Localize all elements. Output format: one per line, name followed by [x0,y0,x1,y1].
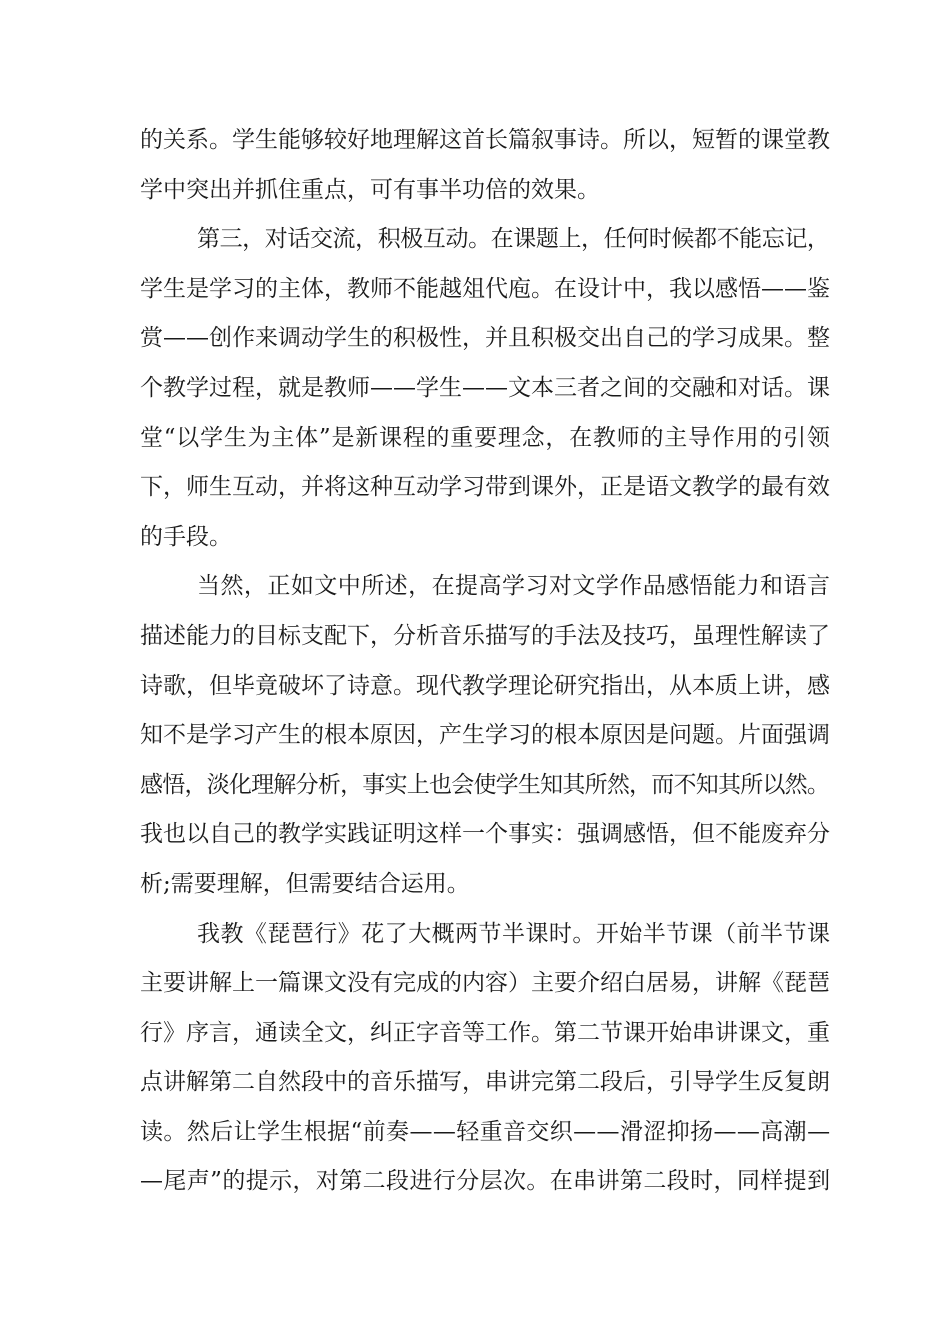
text-line: 我也以自己的教学实践证明这样一个事实：强调感悟，但不能废弃分 [140,821,830,848]
text-line: 点讲解第二自然段中的音乐描写，串讲完第二段后，引导学生反复朗 [140,1069,830,1096]
text-line: 行》序言，通读全文，纠正字音等工作。第二节课开始串讲课文，重 [140,1019,830,1046]
text-line: 描述能力的目标支配下，分析音乐描写的手法及技巧，虽理性解读了 [140,622,830,649]
paragraph-first-line: 我教《琵琶行》花了大概两节半课时。开始半节课（前半节课 [197,920,831,947]
paragraph-first-line: 第三，对话交流，积极互动。在课题上，任何时候都不能忘记， [197,226,830,253]
text-line: 学生是学习的主体，教师不能越俎代庖。在设计中，我以感悟——鉴 [140,275,830,302]
text-line: 个教学过程，就是教师——学生——文本三者之间的交融和对话。课 [140,374,830,401]
text-line: —尾声”的提示，对第二段进行分层次。在串讲第二段时，同样提到 [140,1168,831,1195]
text-line: 主要讲解上一篇课文没有完成的内容）主要介绍白居易，讲解《琵琶 [140,970,830,997]
text-line: 的手段。 [140,523,232,550]
text-line: 赏——创作来调动学生的积极性，并且积极交出自己的学习成果。整 [140,325,830,352]
body-text [140,116,830,1207]
text-line: 知不是学习产生的根本原因，产生学习的根本原因是问题。片面强调 [140,722,830,749]
text-line: 析;需要理解，但需要结合运用。 [140,870,470,897]
text-line: 感悟，淡化理解分析，事实上也会使学生知其所然，而不知其所以然。 [140,771,830,798]
text-line: 读。然后让学生根据“前奏——轻重音交织——滑涩抑扬——高潮— [140,1118,831,1145]
paragraph-first-line: 当然，正如文中所述，在提高学习对文学作品感悟能力和语言 [197,573,831,600]
text-line: 的关系。学生能够较好地理解这首长篇叙事诗。所以，短暂的课堂教 [140,127,830,153]
text-line: 下，师生互动，并将这种互动学习带到课外，正是语文教学的最有效 [140,474,830,501]
text-line: 堂“以学生为主体”是新课程的重要理念，在教师的主导作用的引领 [140,424,831,451]
text-line: 诗歌，但毕竟破坏了诗意。现代教学理论研究指出，从本质上讲，感 [140,672,830,699]
text-line: 学中突出并抓住重点，可有事半功倍的效果。 [140,176,600,203]
